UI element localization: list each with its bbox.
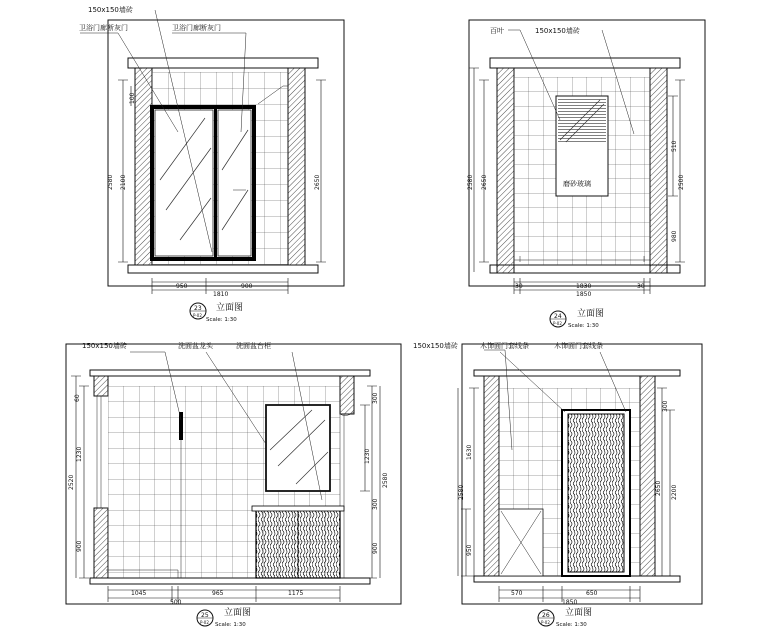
window-blind (558, 98, 606, 144)
svg-text:2580: 2580 (382, 472, 389, 488)
svg-text:1175: 1175 (288, 590, 304, 597)
callout-tile: 150x150墙砖 (82, 342, 127, 350)
title-block (190, 301, 243, 323)
callout-door-trim-1: 木饰面门套线条 (480, 342, 529, 350)
callout-vanity: 洗面盆台柜 (236, 342, 271, 350)
ceiling-band (474, 370, 680, 376)
left-wall-top (94, 376, 108, 396)
vanity-top (252, 506, 344, 511)
svg-text:24: 24 (554, 313, 562, 320)
title: 立面图 (216, 303, 244, 313)
window-opening (97, 396, 108, 508)
svg-text:1830: 1830 (576, 283, 592, 290)
svg-text:1810: 1810 (213, 291, 229, 298)
svg-text:2650: 2650 (481, 174, 488, 190)
title-block (550, 307, 604, 329)
svg-text:1230: 1230 (364, 448, 371, 464)
title-block (538, 606, 592, 628)
svg-text:P-02: P-02 (193, 313, 202, 318)
svg-text:2200: 2200 (671, 484, 678, 500)
svg-text:2650: 2650 (314, 174, 321, 190)
svg-text:P-02: P-02 (553, 321, 562, 326)
svg-text:500: 500 (170, 599, 182, 606)
svg-text:510: 510 (671, 140, 678, 152)
svg-text:900: 900 (241, 283, 253, 290)
callout-door-1: 卫浴门廊断灰门 (79, 24, 128, 32)
left-wall (484, 376, 499, 576)
svg-text:2520: 2520 (68, 474, 75, 490)
svg-text:300: 300 (372, 392, 379, 404)
left-wall (497, 68, 514, 273)
ceiling-band (90, 370, 370, 376)
ceiling-band (490, 58, 680, 68)
title: 立面图 (577, 309, 605, 319)
right-wall (640, 376, 655, 576)
right-wall (288, 68, 305, 265)
title: 立面图 (224, 608, 252, 618)
left-wall (135, 68, 152, 265)
svg-text:300: 300 (372, 498, 379, 510)
svg-text:P-02: P-02 (541, 620, 550, 625)
svg-text:100: 100 (129, 92, 136, 104)
svg-text:1850: 1850 (562, 599, 578, 606)
svg-text:23: 23 (194, 305, 202, 312)
door-panel-right (218, 110, 251, 256)
callout-blind: 百叶 (490, 27, 504, 35)
ceiling-band (128, 58, 318, 68)
scale: Scale: 1:30 (568, 323, 599, 329)
svg-text:30: 30 (515, 283, 523, 290)
svg-text:570: 570 (511, 590, 523, 597)
svg-text:1630: 1630 (466, 444, 473, 460)
svg-text:2650: 2650 (655, 480, 662, 496)
mirror (266, 405, 330, 491)
svg-text:965: 965 (212, 590, 224, 597)
svg-text:980: 980 (671, 230, 678, 242)
svg-text:1230: 1230 (76, 446, 83, 462)
callout-faucet: 洗面盆龙头 (178, 342, 213, 350)
left-wall-bottom (94, 508, 108, 578)
title: 立面图 (565, 608, 593, 618)
svg-text:2500: 2500 (678, 174, 685, 190)
svg-text:60: 60 (74, 394, 81, 402)
svg-text:2580: 2580 (467, 174, 474, 190)
title-block (197, 606, 251, 628)
right-wall (650, 68, 667, 273)
towel-bar (179, 412, 183, 440)
scale: Scale: 1:30 (206, 317, 237, 323)
floor-band (128, 265, 318, 273)
elevation-3 (66, 341, 401, 628)
door-jamb (340, 412, 354, 578)
scale: Scale: 1:30 (556, 622, 587, 628)
right-wall-top (340, 376, 354, 414)
svg-text:25: 25 (201, 612, 209, 619)
elevation-2 (467, 20, 705, 329)
svg-text:1045: 1045 (131, 590, 147, 597)
callout-tile: 150x150墙砖 (413, 342, 458, 350)
svg-text:650: 650 (586, 590, 598, 597)
svg-text:30: 30 (637, 283, 645, 290)
svg-text:300: 300 (662, 400, 669, 412)
scale: Scale: 1:30 (215, 622, 246, 628)
wood-door (568, 414, 624, 572)
elevation-1 (79, 5, 344, 323)
svg-text:950: 950 (466, 544, 473, 556)
svg-text:950: 950 (176, 283, 188, 290)
elevation-4 (413, 341, 702, 628)
window-label: 磨砂玻璃 (563, 180, 591, 188)
svg-text:2580: 2580 (107, 174, 114, 190)
svg-text:2100: 2100 (120, 174, 127, 190)
callout-tile: 150x150墙砖 (88, 6, 133, 14)
svg-text:2580: 2580 (458, 484, 465, 500)
svg-text:1850: 1850 (576, 291, 592, 298)
floor-band (90, 578, 370, 584)
callout-tile: 150x150墙砖 (535, 27, 580, 35)
svg-text:900: 900 (76, 540, 83, 552)
svg-text:26: 26 (542, 612, 550, 619)
svg-text:P-02: P-02 (200, 620, 209, 625)
callout-door-2: 卫浴门廊断灰门 (172, 24, 221, 32)
callout-door-trim-2: 木饰面门套线条 (554, 342, 603, 350)
svg-text:900: 900 (372, 542, 379, 554)
